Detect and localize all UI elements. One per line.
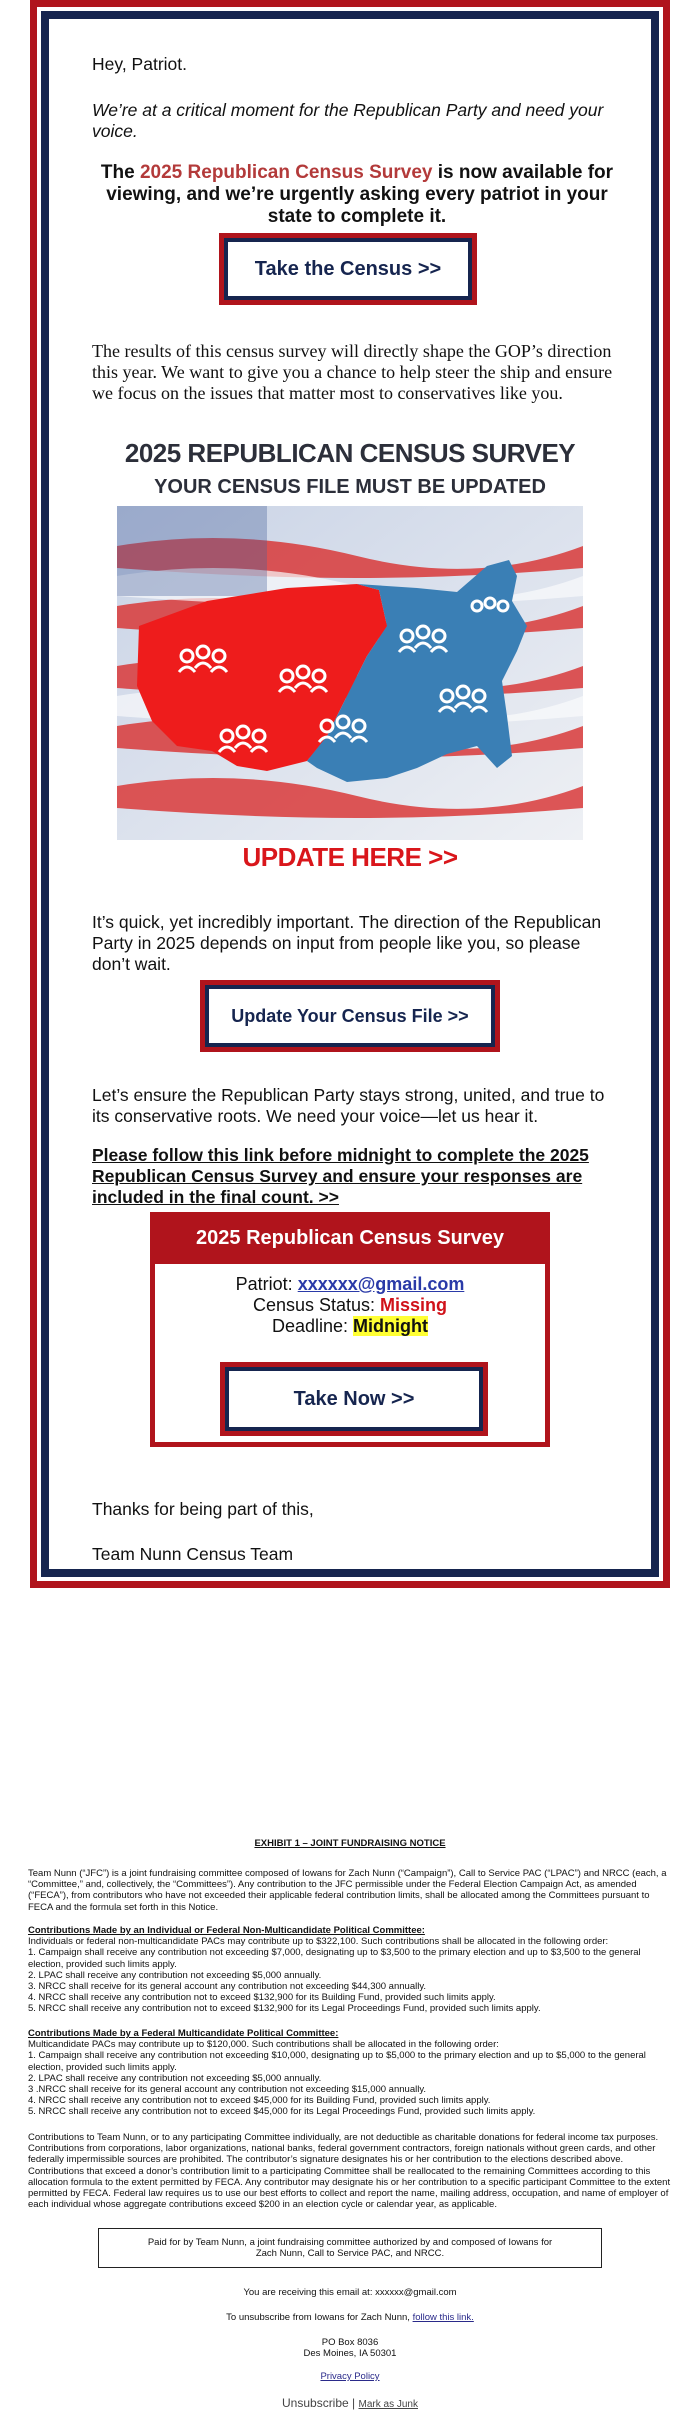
headline — [92, 162, 622, 228]
privacy-policy-link[interactable]: Privacy Policy — [320, 2371, 380, 2382]
update-census-file-button[interactable] — [200, 980, 500, 1052]
paid-for-box — [98, 2228, 602, 2268]
census-link[interactable]: Please follow this link before midnight to complete the 2025 Republican Census Survey and ensure your responses are included in the final count. >> — [92, 1145, 589, 1207]
take-census-label[interactable]: Take the Census >> — [228, 242, 468, 296]
individual-body: Individuals or federal non-multicandidate PACs may contribute up to $322,100. Such contributions shall be allocated in the following order: 1. Campaign shall receive any contribution not exceeding $7,000, designating up to $3,500 to the primary election and up to $3,500 to the general election, provided such limits apply. 2. LPAC shall receive any contribution not exceeding $5,000 annually. 3. NRCC shall receive for its general account any contribution not exceeding $44,300 annually. 4. NRCC shall receive any contribution not to exceed $132,900 for its Building Fund, provided such limits apply. 5. NRCC shall receive any contribution not to exceed $132,900 for its Legal Proceedings Fund, provided such limits apply. — [28, 1936, 641, 2015]
patriot-email-link[interactable]: xxxxxx@gmail.com — [297, 1274, 465, 1294]
deadline-line — [155, 1316, 545, 1336]
status-value: Missing — [380, 1295, 448, 1315]
take-census-button[interactable] — [219, 233, 477, 305]
mark-as-junk-link[interactable]: Mark as Junk — [358, 2399, 418, 2410]
quick-text: It’s quick, yet incredibly important. The direction of the Republican Party in 2025 depends on input from people like you, so please don’t wait. — [92, 912, 602, 974]
card-title: 2025 Republican Census Survey — [196, 1226, 504, 1249]
take-now-label[interactable]: Take Now >> — [229, 1371, 479, 1427]
paid-for-text: Paid for by Team Nunn, a joint fundraising committee authorized by and composed of Iowans for Zach Nunn, Call to Service PAC, and NRCC. — [147, 2236, 553, 2259]
joint-fundraising-notice: Team Nunn (“JFC”) is a joint fundraising committee composed of Iowans for Zach Nunn (“Campaign”), Call to Service PAC (“LPAC”) and NRCC (each, a “Committee,” and, collectively, the “Committees”). Any contribution to the JFC permissible under the Federal Election Campaign Act, as amended (“FECA”), from contributors who have not exceeded their applicable federal contribution limits, shall be allocated among the Committees pursuant to FECA and the formula set forth in this Notice. — [28, 1868, 667, 1913]
hero-banner[interactable] — [117, 438, 583, 884]
deadline-label: Deadline: — [271, 1316, 354, 1336]
update-census-file-label[interactable]: Update Your Census File >> — [209, 989, 491, 1043]
us-map-flag-image[interactable] — [117, 506, 583, 840]
unsubscribe-link[interactable]: follow this link. — [412, 2312, 474, 2323]
city-line: Des Moines, IA 50301 — [303, 2348, 397, 2359]
update-here-cta[interactable]: UPDATE HERE >> — [242, 842, 458, 872]
multicandidate-contributions — [28, 2028, 672, 2118]
button-navy-border — [225, 1367, 483, 1431]
greeting: Hey, Patriot. — [92, 54, 187, 74]
unsubscribe-button[interactable]: Unsubscribe — [282, 2396, 349, 2410]
button-navy-border — [205, 985, 495, 1047]
headline-post: is now available for viewing, and we’re urgently asking every patriot in your state to complete it. — [106, 162, 614, 227]
multi-heading: Contributions Made by a Federal Multicandidate Political Committee: — [28, 2028, 339, 2039]
results-text: The results of this census survey will directly shape the GOP’s direction this year. We want to give you a chance to help steer the ship and ensure we focus on the issues that matter most to conservatives like you. — [92, 341, 613, 403]
individual-heading: Contributions Made by an Individual or Federal Non-Multicandidate Political Committee: — [28, 1925, 425, 1936]
deadline-value: Midnight — [353, 1316, 429, 1336]
privacy-line — [28, 2371, 672, 2382]
footer-title: EXHIBIT 1 – JOINT FUNDRAISING NOTICE — [254, 1838, 446, 1849]
po-box: PO Box 8036 — [321, 2337, 379, 2348]
thanks-text: Thanks for being part of this, — [92, 1499, 314, 1519]
status-label: Census Status: — [252, 1295, 381, 1315]
hero-title: 2025 REPUBLICAN CENSUS SURVEY — [124, 438, 576, 468]
multi-body: Multicandidate PACs may contribute up to $120,000. Such contributions shall be allocated in the following order: 1. Campaign shall receive any contribution not exceeding $10,000, designating up to $5,000 to the primary election and up to $5,000 to the general election, provided such limits apply. 2. LPAC shall receive any contribution not exceeding $5,000 annually. 3 .NRCC shall receive for its general account any contribution not exceeding $15,000 annually. 4. NRCC shall receive any contribution not to exceed $45,000 for its Building Fund, provided such limits apply. 5. NRCC shall receive any contribution not to exceed $45,000 for its Legal Proceedings Fund, provided such limits apply. — [28, 2039, 646, 2118]
headline-pre: The — [100, 162, 140, 183]
separator: | — [352, 2396, 356, 2410]
status-line — [155, 1295, 545, 1315]
headline-accent: 2025 Republican Census Survey — [139, 162, 433, 183]
ensure-text: Let’s ensure the Republican Party stays strong, united, and true to its conservative roots. We need your voice—let us hear it. — [92, 1085, 605, 1126]
individual-contributions — [28, 1925, 672, 2015]
unsubscribe-pre: To unsubscribe from Iowans for Zach Nunn, — [226, 2312, 413, 2323]
patriot-line — [155, 1274, 545, 1294]
button-navy-border — [224, 238, 472, 300]
take-now-button[interactable] — [220, 1362, 488, 1436]
patriot-label: Patriot: — [235, 1274, 298, 1294]
unsubscribe-bar — [28, 2398, 672, 2410]
unsubscribe-line — [28, 2312, 672, 2323]
intro-text: We’re at a critical moment for the Republican Party and need your voice. — [92, 100, 604, 141]
deductible-notice: Contributions to Team Nunn, or to any participating Committee individually, are not deductible as charitable donations for federal income tax purposes. Contributions from corporations, labor organizations, national banks, federal government contractors, foreign nationals without green cards, and other federally impermissible sources are prohibited. The contributor’s signature designates his or her contribution to the elections described above. Contributions that exceed a donor’s contribution limit to a participating Committee shall be reallocated to the remaining Committees according to this allocation formula to the extent permitted by FECA. Any contributor may designate his or her contribution to a specific participant Committee to the extent permitted by FECA. Federal law requires us to use our best efforts to collect and report the name, mailing address, occupation, and name of employer of each individual whose aggregate contributions exceed $200 in an election cycle or calendar year, as applicable. — [28, 2132, 671, 2211]
hero-subtitle: YOUR CENSUS FILE MUST BE UPDATED — [154, 476, 546, 498]
receiving-email-text: You are receiving this email at: xxxxxx@gmail.com — [243, 2287, 457, 2298]
signoff: Team Nunn Census Team — [92, 1544, 294, 1564]
